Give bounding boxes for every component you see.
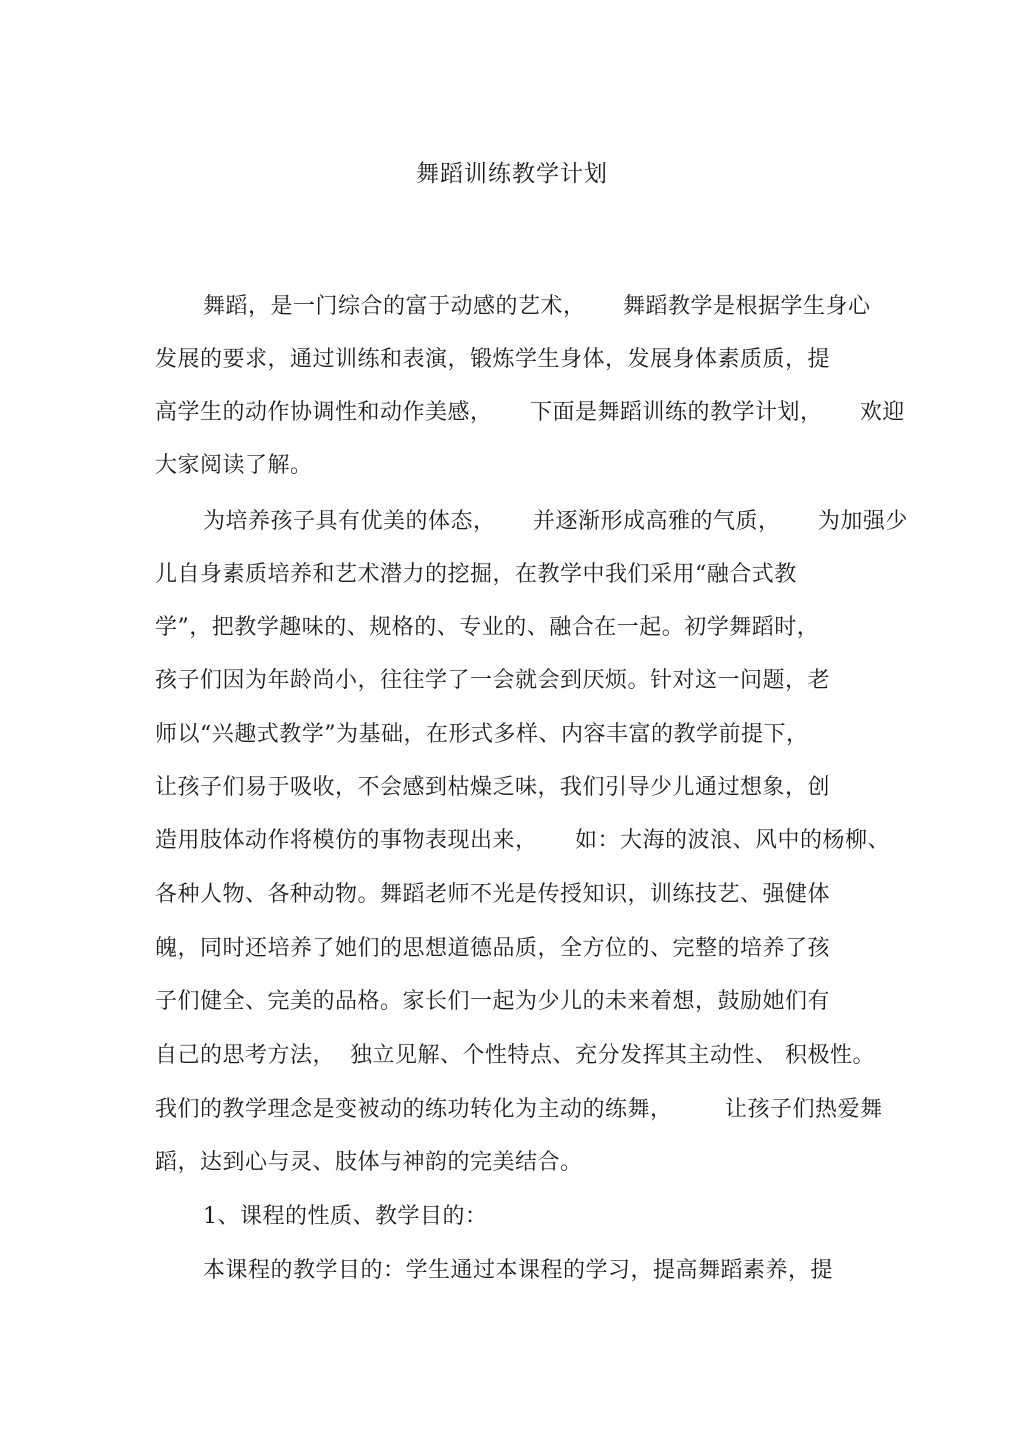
body-line: 自己的思考方法， 独立见解、个性特点、充分发挥其主动性、 积极性。: [155, 1043, 875, 1068]
body-line: 孩子们因为年龄尚小，往往学了一会就会到厌烦。针对这一问题，老: [155, 668, 831, 693]
body-line: 大家阅读了解。: [155, 453, 313, 478]
body-line: 高学生的动作协调性和动作美感， 下面是舞蹈训练的教学计划， 欢迎: [155, 400, 905, 425]
body-line: 师以“兴趣式教学”为基础，在形式多样、内容丰富的教学前提下，: [155, 722, 809, 747]
body-line: 魄，同时还培养了她们的思想道德品质，全方位的、完整的培养了孩: [155, 936, 831, 961]
document-title: 舞蹈训练教学计划: [416, 161, 608, 187]
body-line: 蹈，达到心与灵、肢体与神韵的完美结合。: [155, 1150, 583, 1175]
body-line: 子们健全、完美的品格。家长们一起为少儿的未来着想，鼓励她们有: [155, 989, 831, 1014]
body-line: 舞蹈，是一门综合的富于动感的艺术， 舞蹈教学是根据学生身心: [203, 294, 871, 319]
body-line: 各种人物、各种动物。舞蹈老师不光是传授知识，训练技艺、强健体: [155, 882, 831, 907]
body-line: 我们的教学理念是变被动的练功转化为主动的练舞， 让孩子们热爱舞: [155, 1097, 883, 1122]
body-line: 本课程的教学目的：学生通过本课程的学习，提高舞蹈素养，提: [203, 1258, 834, 1283]
body-line: 让孩子们易于吸收，不会感到枯燥乏味，我们引导少儿通过想象，创: [155, 775, 831, 800]
body-line: 发展的要求，通过训练和表演，锻炼学生身体，发展身体素质质，提: [155, 347, 831, 372]
body-line: 为培养孩子具有优美的体态， 并逐渐形成高雅的气质， 为加强少: [203, 509, 908, 534]
body-line: 儿自身素质培养和艺术潜力的挖掘，在教学中我们采用“融合式教: [155, 562, 797, 587]
body-line: 学”，把教学趣味的、规格的、专业的、融合在一起。初学舞蹈时，: [155, 615, 820, 640]
body-line: 造用肢体动作将模仿的事物表现出来， 如：大海的波浪、风中的杨柳、: [155, 828, 890, 853]
section-heading: 1、课程的性质、教学目的：: [203, 1204, 488, 1229]
